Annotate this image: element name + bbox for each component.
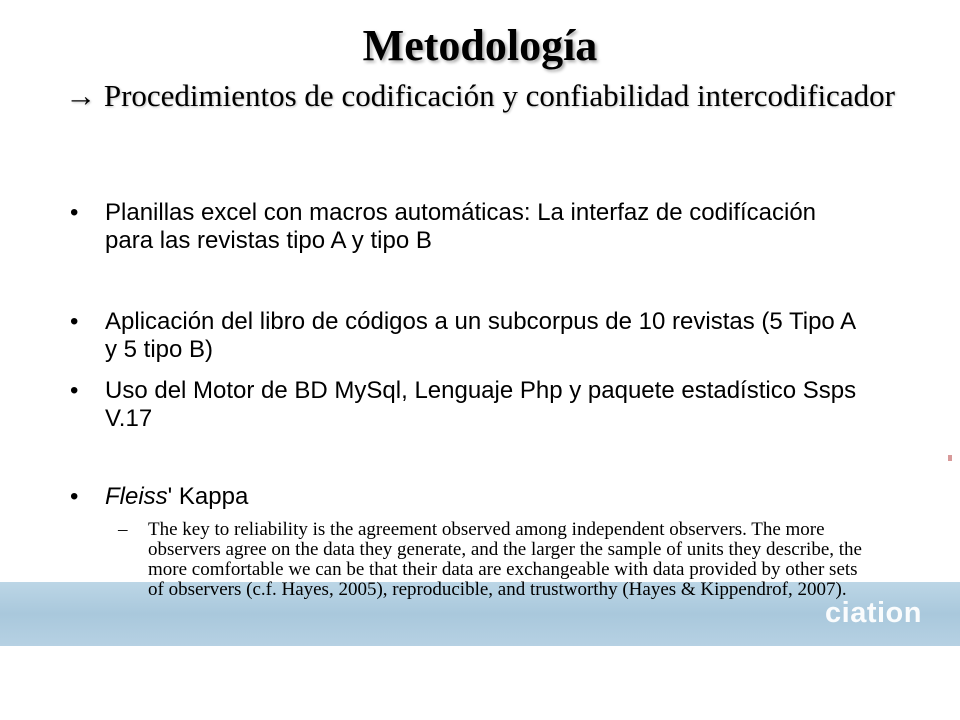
bullet-icon: • [70, 199, 79, 226]
bullet-icon: • [70, 483, 79, 510]
subtitle-text: Procedimientos de codificación y confiabilidad intercodificador [103, 78, 895, 113]
kappa-name-rest: ' Kappa [167, 483, 249, 510]
bullet-text: Planillas excel con macros automáticas: La interfaz de codifícación para las revistas tipo A y tipo B [105, 199, 817, 254]
kappa-name-italic: Fleiss [105, 483, 168, 510]
slide-subtitle [0, 76, 960, 116]
bullet-text: Uso del Motor de BD MySql, Lenguaje Php y paquete estadístico Ssps V.17 [105, 377, 857, 432]
dash-icon: – [118, 519, 128, 540]
bullet-text [105, 483, 870, 511]
sub-bullet-text: The key to reliability is the agreement observed among independent observers. The more observers agree on the data they generate, and the larger the sample of units they describe, the more comfortable we can be that their data are exchangeable with data provided by other sets of observers (c.f. Hayes, 2005), reproducible, and trustworthy (Hayes & Kippendrof, 2007). [148, 519, 862, 600]
background-banner-text: ciation [825, 597, 922, 629]
arrow-icon: → [65, 78, 97, 113]
bullet-icon: • [70, 308, 79, 335]
bullet-icon: • [70, 377, 79, 404]
bullet-item-2 [70, 308, 870, 364]
bullet-text: Aplicación del libro de códigos a un subcorpus de 10 revistas (5 Tipo A y 5 tipo B) [105, 308, 855, 363]
sub-bullet-item [118, 520, 878, 600]
bullet-item-3 [70, 377, 870, 433]
bullet-item-kappa [70, 483, 870, 511]
slide-title: Metodología [362, 21, 598, 70]
title-block [0, 20, 960, 116]
edge-mark [948, 455, 952, 461]
bullet-item-1 [70, 199, 870, 255]
